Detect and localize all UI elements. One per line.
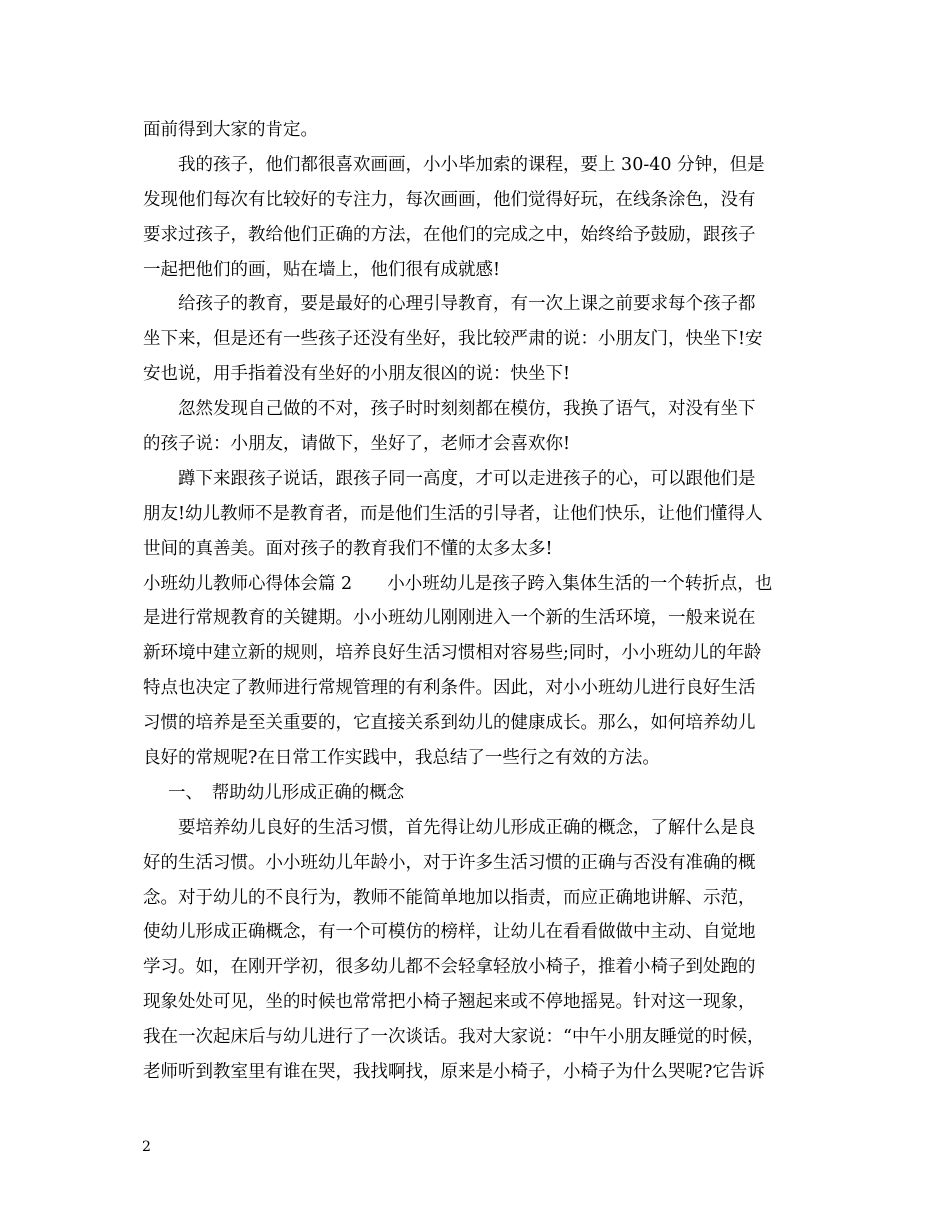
text-line: 的孩子说：小朋友，请做下，坐好了，老师才会喜欢你! — [143, 434, 571, 455]
page-number: 2 — [142, 1139, 151, 1155]
text-line: 老师听到教室里有谁在哭，我找啊找，原来是小椅子，小椅子为什么哭呢?它告诉 — [143, 1062, 765, 1083]
text-line: 我在一次起床后与幼儿进行了一次谈话。我对大家说：“中午小朋友睡觉的时候， — [143, 1027, 765, 1048]
text-line: 使幼儿形成正确概念，有一个可模仿的榜样，让幼儿在看看做做中主动、自觉地 — [143, 922, 756, 943]
text-line: 念。对于幼儿的不良行为，教师不能简单地加以指责，而应正确地讲解、示范， — [143, 887, 756, 908]
paragraph-start-line: 给孩子的教育，要是最好的心理引导教育，有一次上课之前要求每个孩子都 — [178, 294, 756, 315]
text-line: 习惯的培养是至关重要的，它直接关系到幼儿的健康成长。那么，如何培养幼儿 — [143, 713, 756, 734]
paragraph-start-line: 蹲下来跟孩子说话，跟孩子同一高度，才可以走进孩子的心，可以跟他们是 — [178, 468, 756, 489]
text-line: 面前得到大家的肯定。 — [143, 120, 318, 140]
text-line: 坐下来，但是还有一些孩子还没有坐好，我比较严肃的说：小朋友门，快坐下!安 — [143, 329, 763, 350]
text-line: 新环境中建立新的规则，培养良好生活习惯相对容易些;同时，小小班幼儿的年龄 — [143, 643, 762, 664]
text-line: 要求过孩子，教给他们正确的方法，在他们的完成之中，始终给予鼓励，跟孩子 — [143, 224, 756, 245]
paragraph-start-line: 我的孩子，他们都很喜欢画画，小小毕加索的课程，要上 30-40 分钟，但是 — [178, 154, 765, 175]
text-line: 朋友!幼儿教师不是教育者，而是他们生活的引导者，让他们快乐，让他们懂得人 — [143, 503, 763, 524]
document-body — [143, 113, 811, 1090]
text-line: 现象处处可见，坐的时候也常常把小椅子翘起来或不停地摇晃。针对这一现象， — [143, 992, 756, 1013]
text-line: 一起把他们的画，贴在墙上，他们很有成就感! — [143, 259, 501, 280]
paragraph-start-line: 忽然发现自己做的不对，孩子时时刻刻都在模仿，我换了语气，对没有坐下 — [178, 399, 756, 420]
text-line: 发现他们每次有比较好的专注力，每次画画，他们觉得好玩，在线条涂色，没有 — [143, 189, 756, 210]
text-line: 好的生活习惯。小小班幼儿年龄小，对于许多生活习惯的正确与否没有准确的概 — [143, 852, 756, 873]
numbered-heading: 一、 帮助幼儿形成正确的概念 — [168, 782, 405, 803]
section-title-line: 小班幼儿教师心得体会篇 2 小小班幼儿是孩子跨入集体生活的一个转折点，也 — [143, 573, 773, 594]
text-line: 是进行常规教育的关键期。小小班幼儿刚刚进入一个新的生活环境，一般来说在 — [143, 608, 756, 629]
text-line: 特点也决定了教师进行常规管理的有利条件。因此，对小小班幼儿进行良好生活 — [143, 678, 756, 699]
paragraph-start-line: 要培养幼儿良好的生活习惯，首先得让幼儿形成正确的概念，了解什么是良 — [178, 817, 756, 838]
text-line: 安也说，用手指着没有坐好的小朋友很凶的说：快坐下! — [143, 364, 571, 385]
text-line: 良好的常规呢?在日常工作实践中，我总结了一些行之有效的方法。 — [143, 748, 660, 769]
text-line: 世间的真善美。面对孩子的教育我们不懂的太多太多! — [143, 538, 553, 559]
text-line: 学习。如，在刚开学初，很多幼儿都不会轻拿轻放小椅子，推着小椅子到处跑的 — [143, 957, 756, 978]
